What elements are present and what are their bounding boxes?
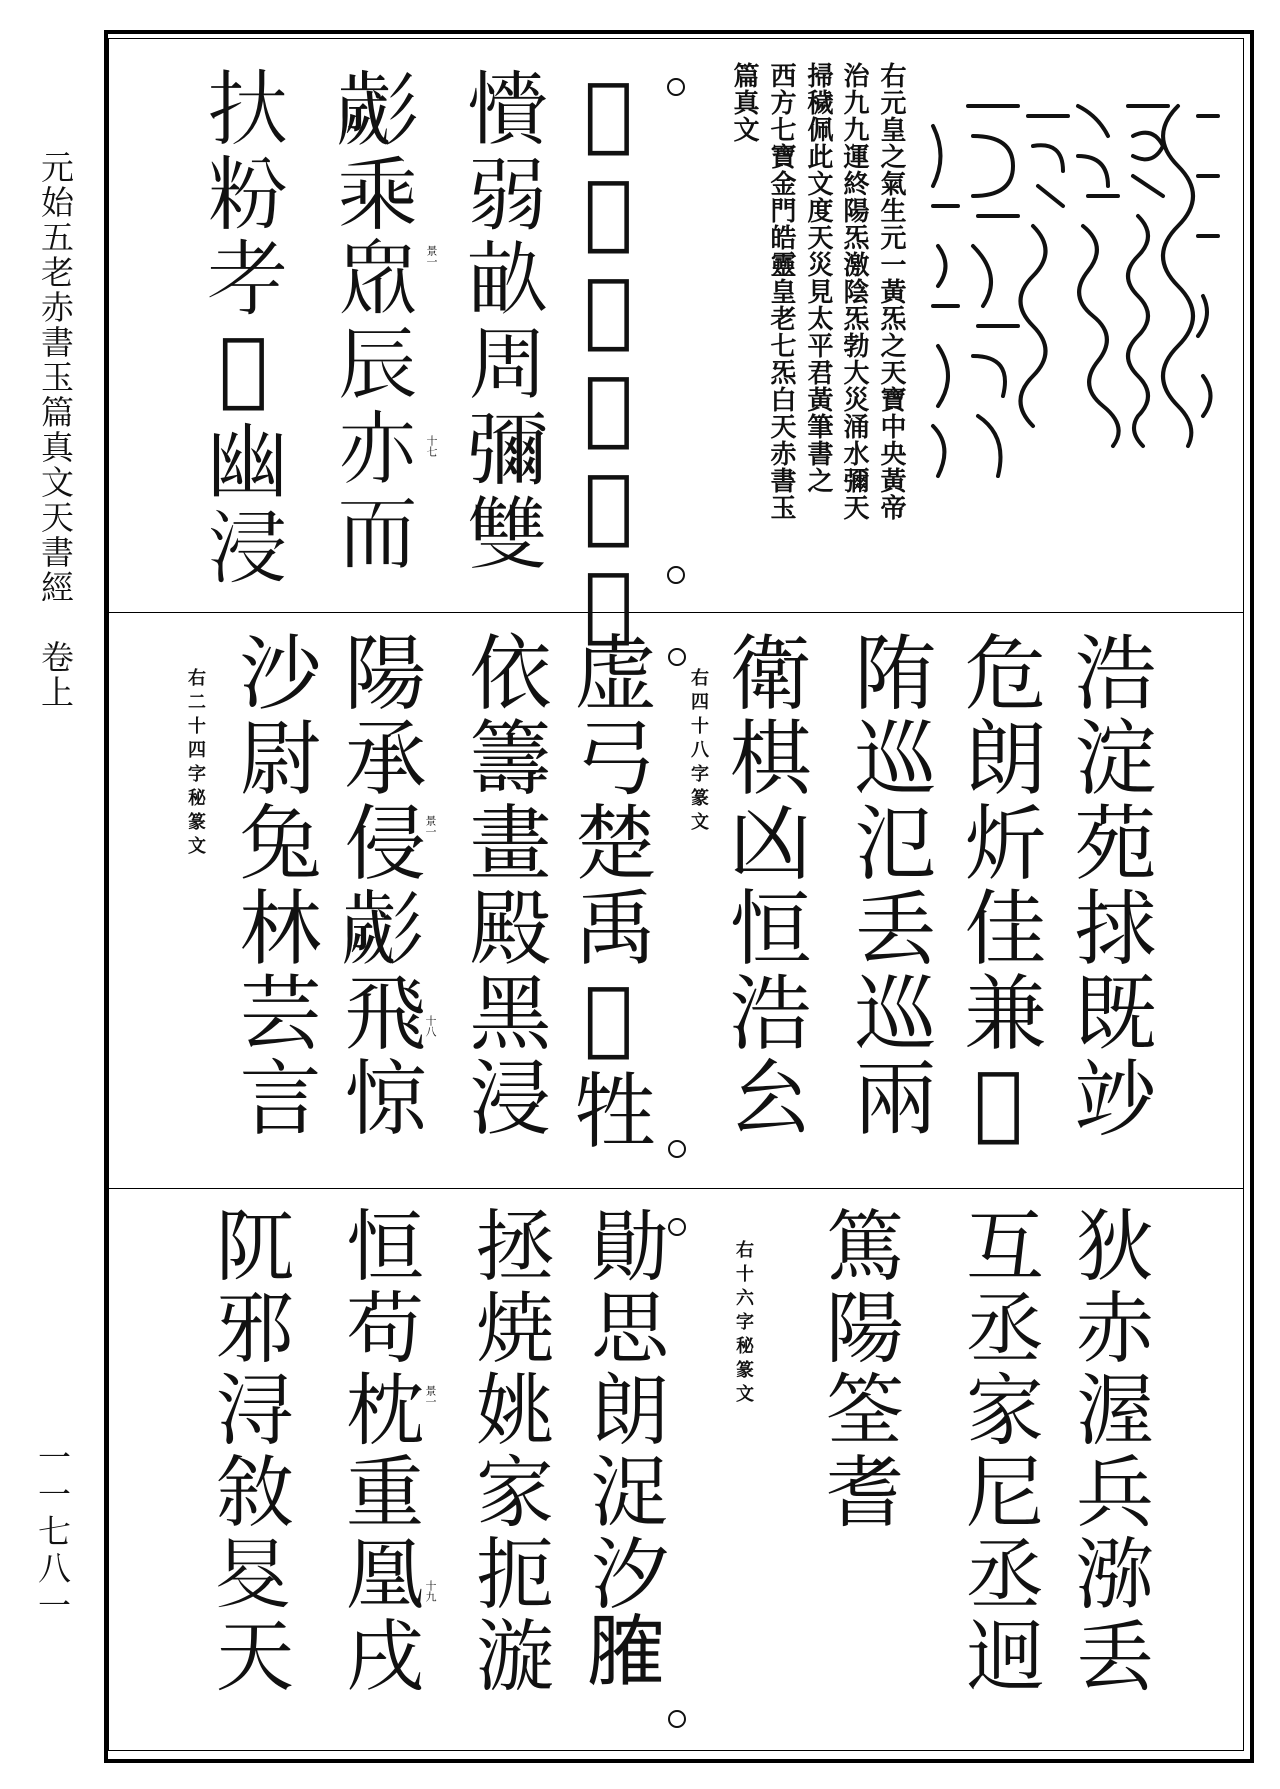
panel3-folio-number: 十九: [424, 1580, 437, 1602]
talisman-seal-script-illustration: [928, 86, 1223, 506]
book-spine-title: [30, 150, 80, 710]
panel2-seal-column-1: 浩淀苑捄既竗: [1061, 630, 1156, 1140]
panel-divider-2: [108, 1188, 1244, 1189]
volume-label: 卷上: [36, 640, 75, 710]
panel3-seal-column-2: 互丞家尼丞迥: [953, 1205, 1043, 1697]
panel2-seal-column-2: 危朗炘佳兼𨑺: [951, 630, 1046, 1153]
circle-mark: [668, 648, 686, 666]
panel2-seal-column-3: 陏巡氾丢巡兩: [841, 630, 936, 1140]
page-number: 一一七八一: [33, 1440, 72, 1625]
panel2-caption-48-chars: 右四十八字篆文: [688, 668, 709, 836]
panel3-seal-column-1: 狄赤渥兵㳽丢: [1063, 1205, 1153, 1697]
panel3-seal-column-3: 篤陽筌耆: [813, 1205, 903, 1533]
panel2-seal-column-6: 依籌畫殿黑浸: [456, 630, 551, 1140]
panel3-seal-column-5: 拯焼姚家扼漩: [463, 1205, 553, 1697]
panel3-seal-column-7: 阢邪浔敘𣅝天: [203, 1205, 293, 1697]
panel1-seal-column-4: 𢪂粉𦒱𨑺幽浸: [196, 66, 291, 589]
panel3-folio-mark: 景一: [424, 1385, 437, 1407]
panel1-seal-column-3: 𢒱乘衆辰亦而: [326, 66, 421, 576]
panel2-seal-column-7: 陽承侵𢒱飛惊: [331, 630, 426, 1140]
panel2-seal-column-5: 虚弓楚禹𨑺牲: [561, 630, 656, 1153]
panel1-note-line-2: 治九九運終陽炁激陰炁勃大災涌水彌天: [839, 62, 869, 521]
panel1-note-line-3: 掃穢佩此文度天災見太平君黃筆書之: [803, 62, 833, 494]
panel3-seal-column-6: 恒苟枕重凰戌: [333, 1205, 423, 1697]
book-title: 元始五老赤書玉篇真文天書經: [36, 150, 75, 605]
panel1-seal-column-1: 𢓦巡泉丢看然: [561, 66, 656, 654]
panel2-seal-column-4: 衛棋凶恒浩㕕: [716, 630, 811, 1140]
panel1-note-line-5: 篇真文: [729, 62, 759, 143]
circle-mark: [668, 1140, 686, 1158]
panel1-folio-number: 十七: [425, 435, 438, 457]
panel1-note-line-4: 西方七寶金門皓靈皇老七炁白天赤書玉: [766, 62, 796, 521]
panel1-folio-mark: 景一: [425, 245, 438, 267]
panel2-folio-number: 十八: [424, 1015, 437, 1037]
panel1-seal-column-2: 𢥎弱畝周彌雙: [456, 66, 551, 576]
panel2-seal-column-8: 沙尉兔林芸言: [226, 630, 321, 1140]
circle-mark: [668, 1710, 686, 1728]
panel1-note-line-1: 右元皇之氣生元一黃炁之天寶中央黃帝: [876, 62, 906, 521]
circle-mark: [667, 78, 685, 96]
panel3-caption-16-chars: 右十六字秘篆文: [733, 1240, 754, 1408]
circle-mark: [667, 566, 685, 584]
panel-divider-1: [108, 612, 1244, 613]
panel2-folio-mark: 景一: [424, 815, 437, 837]
panel2-caption-24-chars: 右二十四字秘篆文: [185, 668, 206, 860]
panel3-seal-column-4: 勛思朗浞汐𦞦: [578, 1205, 668, 1697]
